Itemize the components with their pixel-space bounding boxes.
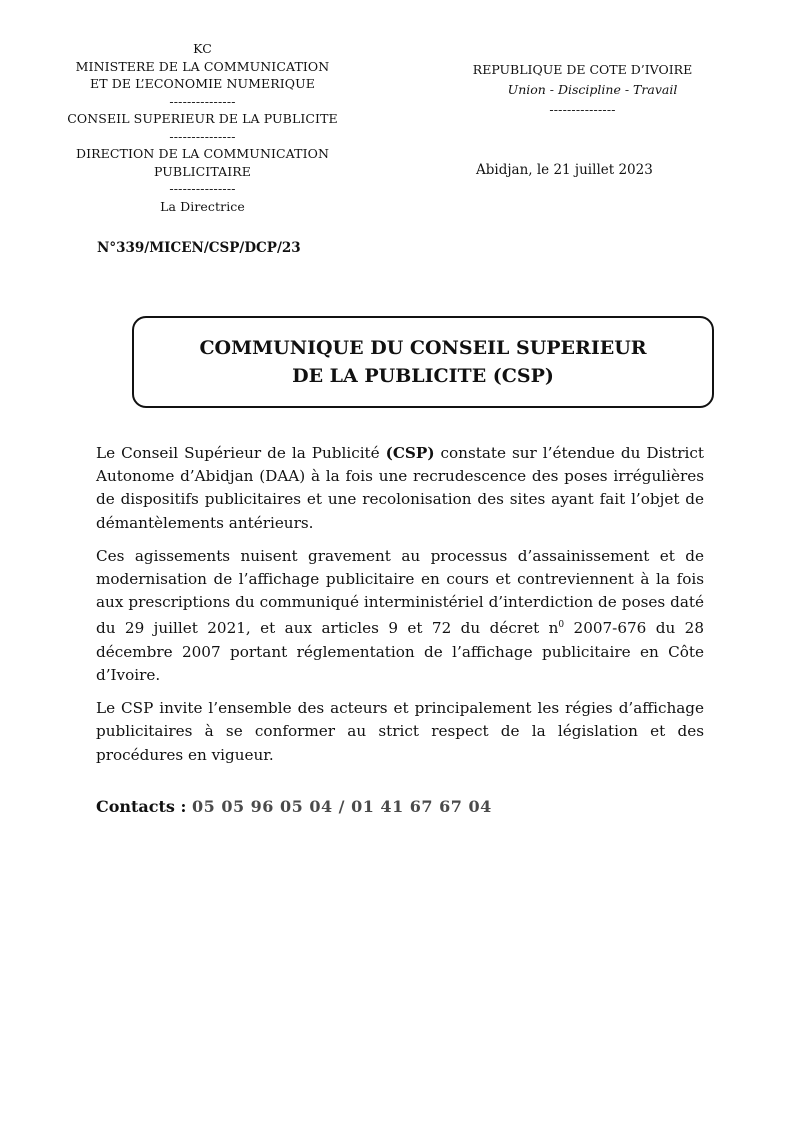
paragraph-1 [96,442,704,535]
paragraph-2-text: Ces agissements nuisent gravement au processus d’assainissement et de modernisation de l’affichage publicitaire en cours et contreviennent à la fois aux prescriptions du communiqué interministériel d’interdiction de poses daté du 29 juillet 2021, et aux articles 9 et 72 du décret n [96,546,704,638]
communique-body [96,442,704,777]
document-date: Abidjan, le 21 juillet 2023 [476,162,653,178]
paragraph-1-text-cont: constate sur l’étendue du District Autonome d’Abidjan (DAA) à la fois une recrudescence des poses irrégulières de dispositifs publicitaires et une recolonisation des sites ayant fait l’objet de démantèlements antérieurs. [96,444,704,532]
direction-name-line1: DIRECTION DE LA COMMUNICATION [75,146,329,161]
numero-superscript: 0 [558,620,565,631]
national-motto: Union - Discipline - Travail [507,82,678,97]
ministry-name-line2: ET DE L’ECONOMIE NUMERIQUE [89,76,316,91]
signatory-title: La Directrice [160,198,245,214]
paragraph-3: Le CSP invite l’ensemble des acteurs et principalement les régies d’affichage publicitaires à se conformer au strict respect de la législation et des procédures en vigueur. [96,699,704,764]
separator: --------------- [549,102,616,117]
csp-acronym: (CSP) [385,444,435,462]
title-line1: COMMUNIQUE DU CONSEIL SUPERIEUR [199,337,647,359]
sender-header [60,40,345,215]
contact-phone-numbers: 05 05 96 05 04 / 01 41 67 67 04 [192,797,492,816]
contacts-label: Contacts : [96,797,187,816]
paragraph-2 [96,545,704,687]
communique-title-box [132,316,714,408]
paragraph-1-text: Le Conseil Supérieur de la Publicité [96,444,386,462]
country-header [440,60,725,120]
council-name: CONSEIL SUPERIEUR DE LA PUBLICITE [67,111,338,126]
country-name: REPUBLIQUE DE COTE D’IVOIRE [472,62,693,77]
separator: --------------- [169,181,236,196]
ministry-name-line1: MINISTERE DE LA COMMUNICATION [75,58,330,74]
reference-number: N°339/MICEN/CSP/DCP/23 [97,240,301,256]
paragraph-2-text-cont: 2007-676 du 28 décembre 2007 portant réglementation de l’affichage publicitaire en Côte d’Ivoire. [96,619,704,684]
initials: KC [193,41,212,56]
direction-name-line2: PUBLICITAIRE [153,163,251,179]
separator: --------------- [169,128,236,144]
separator: --------------- [169,93,236,109]
title-line2: DE LA PUBLICITE (CSP) [292,365,554,387]
contacts [96,797,492,816]
